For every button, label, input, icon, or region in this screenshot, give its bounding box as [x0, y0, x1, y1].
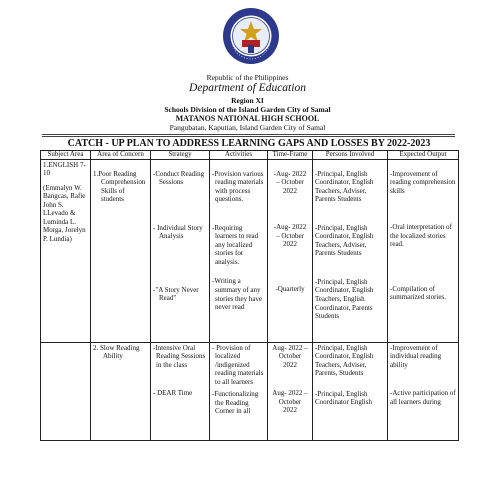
output-line: summarized stories.: [390, 293, 446, 302]
department-name: Department of Education: [189, 82, 306, 94]
teacher-line: Morga, Jorelyn: [43, 226, 86, 235]
timeframe-cell: [268, 342, 313, 440]
activity-line: never read: [215, 303, 245, 312]
persons-line: -Principal, English: [315, 343, 368, 352]
timeframe-line: October: [278, 352, 302, 361]
persons-line: Teachers, Adviser,: [315, 360, 367, 369]
timeframe-cell: [268, 159, 313, 342]
activities-cell: [210, 159, 268, 342]
teacher-line: Luminda L.: [43, 217, 77, 226]
table-row: [41, 159, 459, 342]
table-header-row: [41, 151, 459, 160]
timeframe-line: – October: [276, 178, 304, 187]
concern-line: Comprehension: [101, 178, 146, 187]
persons-cell: [313, 159, 388, 342]
strategy-line: -Intensive Oral: [153, 343, 196, 352]
strategy-line: Read": [159, 294, 177, 303]
strategy-line: - DEAR Time: [153, 389, 193, 398]
strategy-line: in the class: [156, 360, 188, 369]
column-header: Persons Involved: [313, 151, 388, 160]
timeframe-line: 2022: [283, 406, 297, 415]
activity-line: the Reading: [215, 398, 249, 407]
activity-line: questions.: [215, 195, 244, 204]
concern-line: 1.Poor Reading: [93, 169, 137, 178]
output-line: -Oral interpretation of: [390, 223, 452, 232]
persons-line: Parents Students: [315, 195, 362, 204]
header-divider-second: [42, 136, 455, 137]
persons-line: Teachers, Adviser,: [315, 186, 367, 195]
output-line: -Improvement of: [390, 169, 438, 178]
activity-line: stories they have: [215, 294, 263, 303]
teacher-line: (Emmalyn W.: [43, 183, 82, 192]
activity-line: to all learners: [215, 377, 254, 386]
output-line: ability: [390, 360, 408, 369]
output-line: -Compilation of: [390, 284, 435, 293]
persons-line: Coordinator, English: [315, 286, 374, 295]
activity-line: with process: [215, 186, 251, 195]
subject-cell: [41, 342, 91, 440]
column-header: Expected Output: [388, 151, 459, 160]
strategy-cell: [151, 342, 210, 440]
column-header: Time-Frame: [268, 151, 313, 160]
output-line: read.: [390, 240, 404, 249]
school-name: MATANOS NATIONAL HIGH SCHOOL: [175, 114, 320, 123]
persons-cell: [313, 342, 388, 440]
timeframe-line: 2022: [283, 186, 297, 195]
persons-line: Coordinator English: [315, 398, 372, 407]
division-label: Schools Division of the Island Garden City of Samal: [164, 105, 331, 114]
deped-seal-logo: [222, 7, 280, 65]
output-line: -Active participation of: [390, 389, 456, 398]
activity-line: any localized: [215, 240, 253, 249]
output-cell: [388, 342, 459, 440]
concern-line: Ability: [103, 352, 123, 361]
output-line: -Improvement of: [390, 343, 438, 352]
persons-line: Parents Students: [315, 249, 362, 258]
persons-line: -Principal, English: [315, 389, 368, 398]
header-divider: [42, 134, 455, 135]
timeframe-line: -Quarterly: [275, 284, 305, 293]
persons-line: Coordinator, Parents: [315, 303, 373, 312]
output-cell: [388, 159, 459, 342]
activity-line: learners to read: [215, 232, 259, 241]
teacher-line: Bangcas, Rafie: [43, 192, 86, 201]
strategy-line: -Conduct Reading: [153, 169, 205, 178]
region-label: Region XI: [231, 96, 264, 105]
activity-line: analysis.: [215, 257, 240, 266]
strategy-line: Sessions: [159, 178, 184, 187]
persons-line: Students: [315, 312, 340, 321]
activity-line: -Functionalizing: [212, 390, 259, 399]
persons-line: Teachers, Adviser,: [315, 240, 367, 249]
activity-line: -Requiring: [212, 223, 243, 232]
subject-line: 10: [43, 169, 50, 178]
persons-line: Coordinator, English: [315, 352, 374, 361]
column-header: Area of Concern: [91, 151, 151, 160]
activity-line: -Writing a: [212, 277, 241, 286]
timeframe-line: October: [278, 397, 302, 406]
persons-line: Teachers, English: [315, 295, 365, 303]
activity-line: - Provision of: [212, 343, 251, 352]
republic-label: Republic of the Philippines: [206, 73, 289, 82]
activity-line: reading materials: [215, 369, 264, 378]
activity-line: /indigenized: [215, 360, 250, 369]
plan-title: CATCH - UP PLAN TO ADDRESS LEARNING GAPS AND LOSSES BY 2022-2023: [67, 138, 431, 149]
timeframe-line: -Aug- 2022: [273, 223, 307, 232]
output-line: skills: [390, 186, 405, 195]
timeframe-line: 2022: [283, 240, 297, 249]
persons-line: Parents, Students: [315, 369, 364, 378]
activity-line: stories for: [215, 249, 244, 258]
strategy-line: Reading Sessions: [156, 352, 206, 361]
persons-line: -Principal, English: [315, 277, 368, 286]
school-address: Pangubatan, Kaputian, Island Garden City of Samal: [169, 123, 326, 132]
table-row: [41, 342, 459, 440]
timeframe-line: Aug- 2022 –: [272, 389, 308, 398]
persons-line: -Principal, English: [315, 223, 368, 232]
activity-line: -Provision various: [212, 169, 264, 178]
activity-line: localized: [215, 352, 241, 361]
teacher-line: John S.: [43, 200, 64, 209]
subject-line: 1.ENGLISH 7-: [43, 160, 86, 169]
concern-cell: [91, 342, 151, 440]
timeframe-line: Aug- 2022 –: [272, 343, 308, 352]
output-line: all learners during: [390, 397, 441, 406]
concern-line: Skills of students: [101, 186, 125, 204]
timeframe-line: – October: [276, 231, 304, 240]
output-line: reading comprehension: [390, 178, 456, 187]
activity-line: Corner in all: [215, 407, 251, 416]
persons-line: Coordinator, English: [315, 178, 374, 187]
teacher-line: LLevado &: [43, 209, 76, 218]
column-header: Subject Area: [41, 151, 91, 160]
activity-line: summary of any: [215, 286, 261, 294]
timeframe-line: 2022: [283, 360, 297, 369]
strategy-line: - Individual Story: [153, 223, 203, 232]
strategy-line: Analysis: [159, 232, 184, 241]
timeframe-line: -Aug- 2022: [273, 169, 307, 178]
activities-cell: [210, 342, 268, 440]
teacher-line: P. Lundia): [43, 234, 72, 243]
catch-up-plan-table: [40, 150, 459, 441]
output-line: the localized stories: [390, 231, 446, 240]
concern-cell: [91, 159, 151, 342]
output-line: individual reading: [390, 352, 442, 361]
column-header: Activities: [210, 151, 268, 160]
strategy-line: -"A Story Never: [153, 285, 199, 294]
persons-line: -Principal, English: [315, 169, 368, 178]
strategy-cell: [151, 159, 210, 342]
subject-cell: [41, 159, 91, 342]
persons-line: Coordinator, English: [315, 232, 374, 241]
activity-line: reading materials: [215, 178, 264, 187]
concern-line: 2. Slow Reading: [93, 343, 140, 352]
column-header: Strategy: [151, 151, 210, 160]
